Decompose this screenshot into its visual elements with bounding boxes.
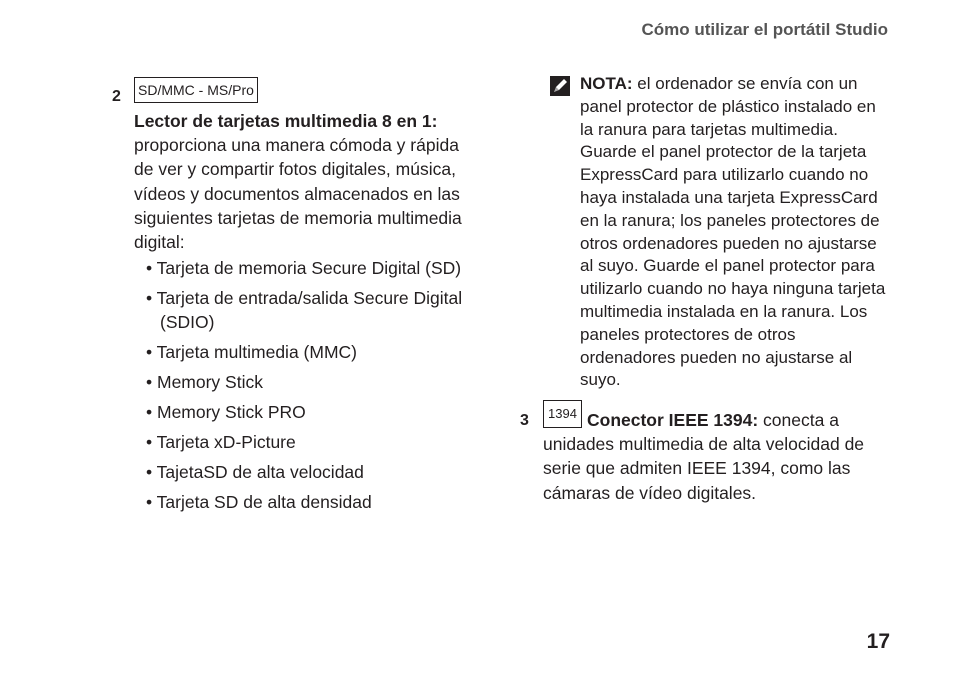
- card-reader-heading: Lector de tarjetas multimedia 8 en 1:: [134, 111, 438, 131]
- page-number: 17: [866, 630, 890, 653]
- list-item: • Tarjeta SD de alta densidad: [146, 492, 372, 512]
- ieee1394-description: [543, 408, 878, 505]
- list-item: • Tarjeta de entrada/salida Secure Digital (SDIO): [146, 288, 463, 332]
- card-reader-description: [134, 109, 474, 254]
- port-label-box: SD/MMC - MS/Pro: [134, 77, 258, 103]
- item-number: 2: [112, 88, 121, 105]
- note-label: NOTA:: [580, 74, 633, 93]
- card-type-list: [146, 256, 486, 520]
- ieee1394-body: conecta a unidades multimedia de alta velocidad de serie que admiten IEEE 1394, como las cámaras de vídeo digitales.: [543, 410, 865, 503]
- card-reader-body: proporciona una manera cómoda y rápida de ver y compartir fotos digitales, música, vídeos y documentos almacenados en las siguientes tarjetas de memoria multimedia digital:: [134, 135, 462, 253]
- port-label-box: 1394: [543, 400, 582, 428]
- note-body: el ordenador se envía con un panel protector de plástico instalado en la ranura para tarjetas multimedia. Guarde el panel protector de la tarjeta ExpressCard para utilizarlo cuando no haya instalada una tarjeta ExpressCard en la ranura; los paneles protectores de otros ordenadores pueden no ajustarse al suyo. Guarde el panel protector para utilizarlo cuando no haya ninguna tarjeta multimedia instalada en la ranura. Los paneles protectores de otros ordenadores pueden no ajustarse al suyo.: [580, 74, 886, 390]
- list-item: • TajetaSD de alta velocidad: [146, 462, 364, 482]
- page-header-title: Cómo utilizar el portátil Studio: [641, 20, 888, 39]
- ieee1394-heading: Conector IEEE 1394:: [587, 410, 759, 430]
- item-number: 3: [520, 412, 529, 429]
- list-item: • Tarjeta xD-Picture: [146, 432, 296, 452]
- list-item: • Tarjeta de memoria Secure Digital (SD): [146, 258, 462, 278]
- note-paragraph: [580, 73, 888, 392]
- list-item: • Memory Stick PRO: [146, 402, 306, 422]
- note-pencil-icon: [550, 76, 570, 96]
- list-item: • Tarjeta multimedia (MMC): [146, 342, 357, 362]
- list-item: • Memory Stick: [146, 372, 263, 392]
